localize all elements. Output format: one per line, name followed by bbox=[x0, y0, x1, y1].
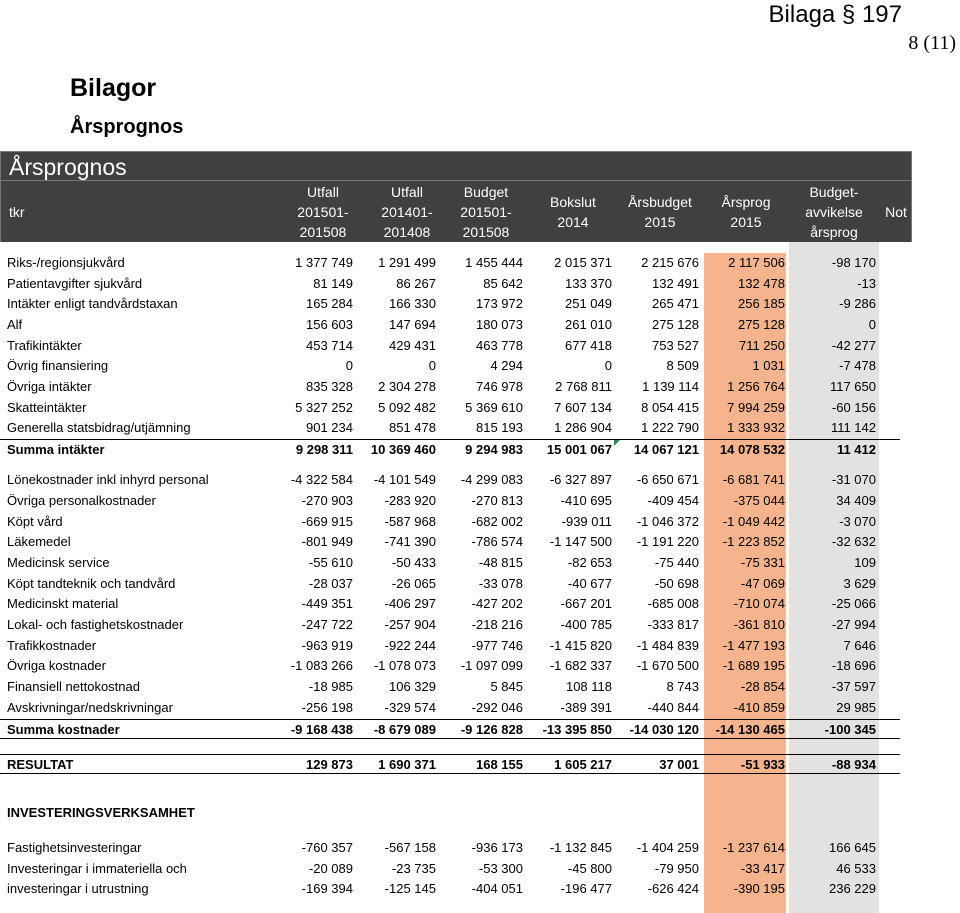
cell-value: -28 854 bbox=[740, 679, 785, 694]
cell-value: -33 417 bbox=[740, 861, 785, 876]
cell-value: -13 395 850 bbox=[542, 722, 612, 737]
cell-value: -75 331 bbox=[740, 555, 785, 570]
cell-value: -55 610 bbox=[308, 555, 353, 570]
cell-value: 1 139 114 bbox=[642, 379, 699, 394]
cell-value: -79 950 bbox=[654, 861, 699, 876]
cell-value: 1 256 764 bbox=[727, 379, 785, 394]
cell-value: -25 066 bbox=[831, 596, 876, 611]
cell-value: -669 915 bbox=[301, 514, 353, 529]
cell-value: -375 044 bbox=[733, 493, 785, 508]
table-row bbox=[0, 677, 900, 697]
cell-value: 109 bbox=[854, 555, 876, 570]
table-row bbox=[0, 398, 900, 418]
cell-value: 14 078 532 bbox=[719, 442, 785, 457]
cell-value: 7 994 259 bbox=[727, 400, 785, 415]
table-row bbox=[0, 859, 900, 879]
cell-value: -88 934 bbox=[831, 757, 876, 772]
table-row bbox=[0, 356, 900, 376]
cell-value: -963 919 bbox=[301, 638, 353, 653]
cell-value: 8 054 415 bbox=[641, 400, 699, 415]
cell-value: -37 597 bbox=[831, 679, 876, 694]
cell-value: -6 681 741 bbox=[722, 472, 785, 487]
row-label: RESULTAT bbox=[7, 757, 74, 772]
cell-value: 133 370 bbox=[565, 276, 612, 291]
cell-value: -18 696 bbox=[831, 658, 876, 673]
cell-value: 85 642 bbox=[483, 276, 523, 291]
row-label: Summa intäkter bbox=[7, 442, 105, 457]
cell-value: -9 168 438 bbox=[290, 722, 353, 737]
cell-value: 1 455 444 bbox=[465, 255, 523, 270]
cell-value: -1 415 820 bbox=[549, 638, 612, 653]
cell-value: 815 193 bbox=[476, 420, 523, 435]
cell-value: 180 073 bbox=[476, 317, 523, 332]
cell-value: -1 689 195 bbox=[722, 658, 785, 673]
cell-value: 132 491 bbox=[652, 276, 699, 291]
cell-value: -682 002 bbox=[471, 514, 523, 529]
cell-value: -60 156 bbox=[831, 400, 876, 415]
table-row bbox=[0, 656, 900, 676]
cell-value: -1 046 372 bbox=[636, 514, 699, 529]
row-label: Lönekostnader inkl inhyrd personal bbox=[7, 472, 209, 487]
table-row bbox=[0, 698, 900, 718]
table-row bbox=[0, 879, 900, 899]
cell-value: 236 229 bbox=[829, 881, 876, 896]
cell-value: -786 574 bbox=[471, 534, 523, 549]
cell-value: 851 478 bbox=[389, 420, 436, 435]
table-row bbox=[0, 838, 900, 858]
cell-value: -1 083 266 bbox=[290, 658, 353, 673]
table-row bbox=[0, 615, 900, 635]
cell-value: -42 277 bbox=[831, 338, 876, 353]
cell-value: 8 743 bbox=[666, 679, 699, 694]
cell-value: 29 985 bbox=[836, 700, 876, 715]
cell-value: -1 682 337 bbox=[549, 658, 612, 673]
cell-value: 1 291 499 bbox=[378, 255, 436, 270]
cell-value: 5 845 bbox=[490, 679, 523, 694]
cell-value: -1 670 500 bbox=[636, 658, 699, 673]
cell-value: -9 126 828 bbox=[460, 722, 523, 737]
cell-value: -3 070 bbox=[839, 514, 876, 529]
cell-value: -283 920 bbox=[384, 493, 436, 508]
cell-value: -1 484 839 bbox=[636, 638, 699, 653]
cell-comment-marker bbox=[614, 440, 620, 446]
table-row bbox=[0, 594, 900, 614]
section-heading-investering: INVESTERINGSVERKSAMHET bbox=[7, 805, 195, 820]
row-label: Köpt tandteknik och tandvård bbox=[7, 576, 176, 591]
cell-value: 168 155 bbox=[476, 757, 523, 772]
cell-value: -23 735 bbox=[391, 861, 436, 876]
cell-value: 108 118 bbox=[565, 679, 612, 694]
cell-value: -218 216 bbox=[471, 617, 523, 632]
cell-value: 9 294 983 bbox=[465, 442, 523, 457]
cell-value: -1 237 614 bbox=[722, 840, 785, 855]
cell-value: 147 694 bbox=[389, 317, 436, 332]
cell-value: 129 873 bbox=[306, 757, 353, 772]
cell-value: 5 092 482 bbox=[378, 400, 436, 415]
row-label: investeringar i utrustning bbox=[7, 881, 149, 896]
row-label: Medicinskt material bbox=[7, 596, 119, 611]
row-label: Läkemedel bbox=[7, 534, 71, 549]
cell-value: -1 147 500 bbox=[549, 534, 612, 549]
table-row bbox=[0, 336, 900, 356]
table-row bbox=[0, 491, 900, 511]
table-row bbox=[0, 253, 900, 273]
cell-value: 251 049 bbox=[565, 296, 612, 311]
cell-value: 0 bbox=[428, 358, 436, 373]
row-label: Patientavgifter sjukvård bbox=[7, 276, 143, 291]
cell-value: 453 714 bbox=[306, 338, 353, 353]
cell-value: 2 768 811 bbox=[555, 379, 612, 394]
row-label: Alf bbox=[7, 317, 23, 332]
cell-value: 429 431 bbox=[389, 338, 436, 353]
cell-value: -169 394 bbox=[301, 881, 353, 896]
cell-value: -31 070 bbox=[831, 472, 876, 487]
cell-value: -977 746 bbox=[471, 638, 523, 653]
cell-value: 0 bbox=[604, 358, 612, 373]
cell-value: -1 404 259 bbox=[636, 840, 699, 855]
cell-value: -100 345 bbox=[824, 722, 876, 737]
cell-value: 10 369 460 bbox=[370, 442, 436, 457]
row-label: Skatteintäkter bbox=[7, 400, 87, 415]
cell-value: 37 001 bbox=[659, 757, 699, 772]
cell-value: -82 653 bbox=[567, 555, 612, 570]
cell-value: -196 477 bbox=[560, 881, 612, 896]
cell-value: -75 440 bbox=[654, 555, 699, 570]
cell-value: -741 390 bbox=[384, 534, 436, 549]
table-row bbox=[0, 470, 900, 490]
cell-value: -1 223 852 bbox=[722, 534, 785, 549]
cell-value: -1 191 220 bbox=[636, 534, 699, 549]
cell-value: -410 859 bbox=[733, 700, 785, 715]
bilaga-label: Bilaga § 197 bbox=[768, 1, 902, 28]
cell-value: -406 297 bbox=[384, 596, 436, 611]
cell-value: -760 357 bbox=[301, 840, 353, 855]
header-col-5: Årsbudget 2015 bbox=[628, 193, 692, 230]
cell-value: -567 158 bbox=[384, 840, 436, 855]
cell-value: -939 011 bbox=[561, 514, 612, 529]
cell-value: -53 300 bbox=[478, 861, 523, 876]
cell-value: 156 603 bbox=[306, 317, 353, 332]
cell-value: 46 533 bbox=[836, 861, 876, 876]
cell-value: -292 046 bbox=[471, 700, 523, 715]
table-title: Årsprognos bbox=[0, 151, 912, 181]
cell-value: -1 078 073 bbox=[373, 658, 436, 673]
cell-value: -32 632 bbox=[831, 534, 876, 549]
header-col-3: Budget 201501- 201508 bbox=[460, 183, 512, 240]
row-label: Lokal- och fastighetskostnader bbox=[7, 617, 184, 632]
page-subheading: Årsprognos bbox=[70, 116, 184, 138]
cell-value: -6 650 671 bbox=[636, 472, 699, 487]
cell-value: -333 817 bbox=[647, 617, 699, 632]
table-row bbox=[0, 512, 900, 532]
cell-value: 753 527 bbox=[652, 338, 699, 353]
cell-value: 132 478 bbox=[738, 276, 785, 291]
cell-value: -45 800 bbox=[567, 861, 612, 876]
cell-value: -922 244 bbox=[384, 638, 436, 653]
cell-value: 463 778 bbox=[476, 338, 523, 353]
page-heading: Bilagor bbox=[70, 74, 157, 102]
cell-value: -329 574 bbox=[384, 700, 436, 715]
cell-value: 3 629 bbox=[843, 576, 876, 591]
cell-value: -4 322 584 bbox=[290, 472, 353, 487]
cell-value: 2 117 506 bbox=[728, 255, 785, 270]
cell-value: 5 369 610 bbox=[465, 400, 523, 415]
row-label: Trafikintäkter bbox=[7, 338, 82, 353]
table-row bbox=[0, 636, 900, 656]
row-label: Köpt vård bbox=[7, 514, 63, 529]
cell-value: 173 972 bbox=[476, 296, 523, 311]
cell-value: -33 078 bbox=[478, 576, 523, 591]
cell-value: 711 250 bbox=[738, 338, 785, 353]
table-row bbox=[0, 574, 900, 594]
row-label: Övriga kostnader bbox=[7, 658, 106, 673]
cell-value: -270 903 bbox=[301, 493, 353, 508]
cell-value: 1 605 217 bbox=[554, 757, 612, 772]
cell-value: -7 478 bbox=[839, 358, 876, 373]
table-row bbox=[0, 377, 900, 397]
cell-value: -449 351 bbox=[301, 596, 353, 611]
cell-value: 1 690 371 bbox=[378, 757, 436, 772]
cell-value: -125 145 bbox=[384, 881, 436, 896]
cell-value: 901 234 bbox=[306, 420, 353, 435]
row-label: Summa kostnader bbox=[7, 722, 120, 737]
cell-value: 86 267 bbox=[396, 276, 436, 291]
header-tkr: tkr bbox=[9, 203, 25, 220]
cell-value: 8 509 bbox=[666, 358, 699, 373]
table-row bbox=[0, 719, 900, 739]
cell-value: -270 813 bbox=[471, 493, 523, 508]
cell-value: 256 185 bbox=[738, 296, 785, 311]
cell-value: -404 051 bbox=[471, 881, 523, 896]
cell-value: -626 424 bbox=[647, 881, 699, 896]
cell-value: 5 327 252 bbox=[295, 400, 353, 415]
cell-value: 81 149 bbox=[313, 276, 353, 291]
cell-value: -18 985 bbox=[308, 679, 353, 694]
cell-value: 265 471 bbox=[652, 296, 699, 311]
cell-value: -256 198 bbox=[301, 700, 353, 715]
cell-value: -587 968 bbox=[384, 514, 436, 529]
row-label: Riks-/regionsjukvård bbox=[7, 255, 125, 270]
cell-value: -28 037 bbox=[308, 576, 353, 591]
row-label: Investeringar i immateriella och bbox=[7, 861, 187, 876]
cell-value: 165 284 bbox=[306, 296, 353, 311]
cell-value: -1 049 442 bbox=[722, 514, 785, 529]
table-row bbox=[0, 553, 900, 573]
cell-value: 106 329 bbox=[389, 679, 436, 694]
cell-value: 2 015 371 bbox=[554, 255, 612, 270]
cell-value: 0 bbox=[868, 317, 876, 332]
cell-value: -1 097 099 bbox=[460, 658, 523, 673]
cell-value: -409 454 bbox=[647, 493, 699, 508]
header-col-6: Årsprog 2015 bbox=[721, 193, 771, 230]
cell-value: -390 195 bbox=[733, 881, 785, 896]
page-number: 8 (11) bbox=[908, 32, 956, 54]
cell-value: -26 065 bbox=[391, 576, 436, 591]
header-col-8: Not bbox=[885, 203, 907, 220]
cell-value: 835 328 bbox=[306, 379, 353, 394]
cell-value: -40 677 bbox=[567, 576, 612, 591]
header-col-1: Utfall 201501- 201508 bbox=[297, 183, 349, 240]
cell-value: 34 409 bbox=[836, 493, 876, 508]
row-label: Trafikkostnader bbox=[7, 638, 97, 653]
cell-value: 1 333 932 bbox=[727, 420, 785, 435]
cell-value: 15 001 067 bbox=[546, 442, 612, 457]
cell-value: 4 294 bbox=[490, 358, 523, 373]
cell-value: -4 101 549 bbox=[373, 472, 436, 487]
cell-value: 1 031 bbox=[752, 358, 785, 373]
cell-value: 746 978 bbox=[476, 379, 523, 394]
cell-value: 261 010 bbox=[565, 317, 612, 332]
cell-value: 117 650 bbox=[829, 379, 876, 394]
cell-value: -667 201 bbox=[560, 596, 612, 611]
cell-value: -710 074 bbox=[733, 596, 785, 611]
cell-value: 275 128 bbox=[652, 317, 699, 332]
cell-value: 111 142 bbox=[830, 420, 876, 435]
cell-value: -1 132 845 bbox=[549, 840, 612, 855]
header-col-4: Bokslut 2014 bbox=[550, 193, 596, 230]
cell-value: -361 810 bbox=[733, 617, 785, 632]
cell-value: -936 173 bbox=[471, 840, 523, 855]
table-row bbox=[0, 418, 900, 438]
cell-value: -48 815 bbox=[478, 555, 523, 570]
cell-value: 7 607 134 bbox=[554, 400, 612, 415]
cell-value: 677 418 bbox=[565, 338, 612, 353]
cell-value: -50 433 bbox=[391, 555, 436, 570]
row-label: Övriga intäkter bbox=[7, 379, 92, 394]
cell-value: -410 695 bbox=[560, 493, 612, 508]
cell-value: 14 067 121 bbox=[633, 442, 699, 457]
cell-value: 11 412 bbox=[836, 442, 876, 457]
cell-value: -27 994 bbox=[831, 617, 876, 632]
row-label: Generella statsbidrag/utjämning bbox=[7, 420, 191, 435]
cell-value: -685 008 bbox=[647, 596, 699, 611]
row-label: Medicinsk service bbox=[7, 555, 110, 570]
cell-value: -47 069 bbox=[740, 576, 785, 591]
header-col-7: Budget- avvikelse årsprog bbox=[805, 183, 863, 240]
table-row bbox=[0, 439, 900, 459]
cell-value: -50 698 bbox=[654, 576, 699, 591]
cell-value: 1 377 749 bbox=[295, 255, 353, 270]
cell-value: -98 170 bbox=[831, 255, 876, 270]
cell-value: -400 785 bbox=[560, 617, 612, 632]
cell-value: -13 bbox=[857, 276, 876, 291]
cell-value: 9 298 311 bbox=[295, 442, 353, 457]
table-row bbox=[0, 754, 900, 774]
row-label: Finansiell nettokostnad bbox=[7, 679, 140, 694]
cell-value: -1 477 193 bbox=[722, 638, 785, 653]
table-row bbox=[0, 315, 900, 335]
cell-value: -14 030 120 bbox=[629, 722, 699, 737]
row-label: Intäkter enligt tandvårdstaxan bbox=[7, 296, 178, 311]
row-label: Fastighetsinvesteringar bbox=[7, 840, 142, 855]
cell-value: -9 286 bbox=[839, 296, 876, 311]
cell-value: -257 904 bbox=[384, 617, 436, 632]
header-col-2: Utfall 201401- 201408 bbox=[381, 183, 433, 240]
cell-value: 275 128 bbox=[738, 317, 785, 332]
cell-value: -4 299 083 bbox=[460, 472, 523, 487]
cell-value: 1 286 904 bbox=[554, 420, 612, 435]
cell-value: -14 130 465 bbox=[715, 722, 785, 737]
cell-value: -8 679 089 bbox=[373, 722, 436, 737]
cell-value: -389 391 bbox=[560, 700, 612, 715]
cell-value: 0 bbox=[345, 358, 353, 373]
cell-value: 2 304 278 bbox=[378, 379, 436, 394]
cell-value: 7 646 bbox=[843, 638, 876, 653]
cell-value: -247 722 bbox=[301, 617, 353, 632]
cell-value: -427 202 bbox=[471, 596, 523, 611]
table-row bbox=[0, 294, 900, 314]
cell-value: -51 933 bbox=[740, 757, 785, 772]
cell-value: 166 330 bbox=[389, 296, 436, 311]
table-row bbox=[0, 532, 900, 552]
cell-value: 166 645 bbox=[829, 840, 876, 855]
cell-value: -6 327 897 bbox=[549, 472, 612, 487]
row-label: Övrig finansiering bbox=[7, 358, 109, 373]
cell-value: 2 215 676 bbox=[641, 255, 699, 270]
table-row bbox=[0, 274, 900, 294]
cell-value: -801 949 bbox=[301, 534, 353, 549]
cell-value: 1 222 790 bbox=[641, 420, 699, 435]
cell-value: -440 844 bbox=[647, 700, 699, 715]
cell-value: -20 089 bbox=[308, 861, 353, 876]
row-label: Avskrivningar/nedskrivningar bbox=[7, 700, 173, 715]
row-label: Övriga personalkostnader bbox=[7, 493, 156, 508]
